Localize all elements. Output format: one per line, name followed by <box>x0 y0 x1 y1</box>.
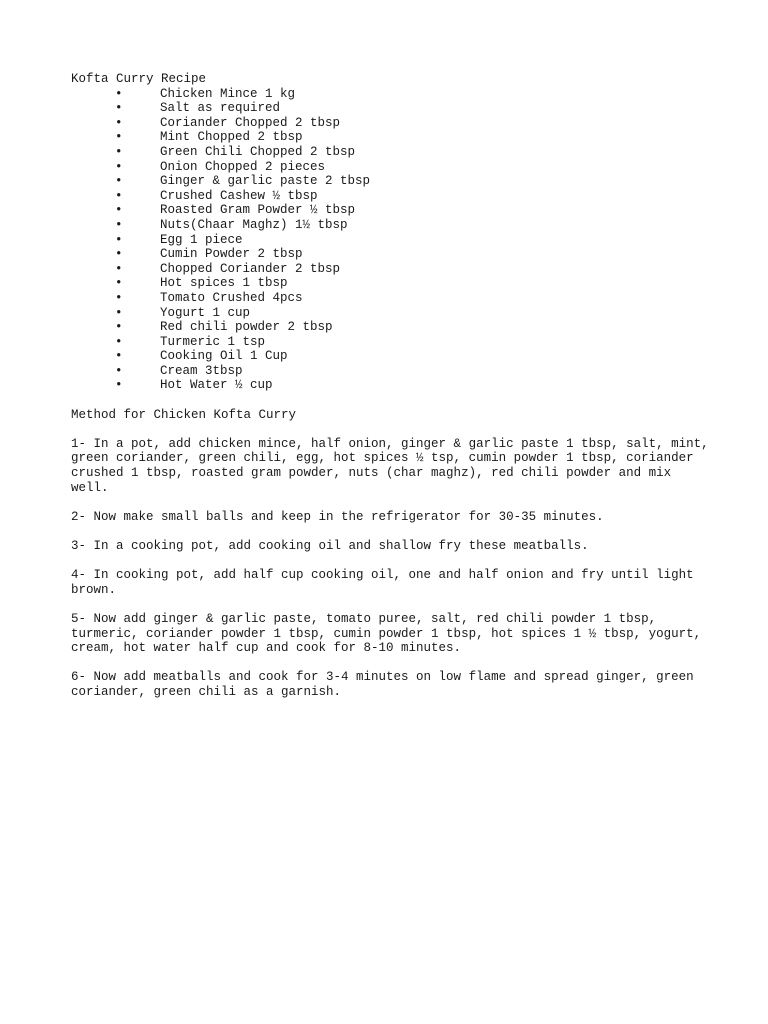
ingredient-item <box>71 233 711 248</box>
ingredient-text: Egg 1 piece <box>160 232 243 247</box>
recipe-document <box>71 72 711 700</box>
ingredient-item <box>71 101 711 116</box>
ingredient-item <box>71 262 711 277</box>
bullet-icon: • <box>115 144 123 159</box>
ingredient-item <box>71 87 711 102</box>
ingredient-item <box>71 174 711 189</box>
bullet-icon: • <box>115 174 123 189</box>
ingredient-item <box>71 160 711 175</box>
bullet-icon: • <box>115 188 123 203</box>
ingredient-text: Chopped Coriander 2 tbsp <box>160 261 341 276</box>
method-step: 5- Now add ginger & garlic paste, tomato puree, salt, red chili powder 1 tbsp, turmeric, coriander powder 1 tbsp, cumin powder 1 tbsp, hot spices 1 ½ tbsp, yogurt, cream, hot water half cup and cook for 8-10 minutes. <box>71 611 702 656</box>
ingredient-text: Nuts(Chaar Maghz) 1½ tbsp <box>160 217 348 232</box>
ingredient-text: Red chili powder 2 tbsp <box>160 320 333 335</box>
ingredient-item <box>71 291 711 306</box>
ingredient-item <box>71 349 711 364</box>
ingredient-item <box>71 306 711 321</box>
ingredient-item <box>71 145 711 160</box>
ingredient-text: Cumin Powder 2 tbsp <box>160 247 303 262</box>
ingredient-item <box>71 189 711 204</box>
method-step: 1- In a pot, add chicken mince, half onion, ginger & garlic paste 1 tbsp, salt, mint, green coriander, green chili, egg, hot spices ½ tsp, cumin powder 1 tbsp, coriander crushed 1 tbsp, roasted gram powder, nuts (char maghz), red chili powder and mix well. <box>71 436 709 495</box>
ingredient-list <box>71 87 711 393</box>
ingredient-text: Turmeric 1 tsp <box>160 334 266 349</box>
bullet-icon: • <box>115 130 123 145</box>
ingredient-text: Tomato Crushed 4pcs <box>160 290 303 305</box>
ingredient-text: Roasted Gram Powder ½ tbsp <box>160 203 356 218</box>
method-title: Method for Chicken Kofta Curry <box>71 407 297 422</box>
ingredient-text: Ginger & garlic paste 2 tbsp <box>160 174 371 189</box>
ingredient-text: Chicken Mince 1 kg <box>160 86 296 101</box>
bullet-icon: • <box>115 232 123 247</box>
ingredient-text: Coriander Chopped 2 tbsp <box>160 115 341 130</box>
bullet-icon: • <box>115 320 123 335</box>
ingredient-item <box>71 218 711 233</box>
ingredient-item <box>71 320 711 335</box>
ingredient-text: Cream 3tbsp <box>160 363 243 378</box>
ingredient-item <box>71 378 711 393</box>
method-step: 2- Now make small balls and keep in the refrigerator for 30-35 minutes. <box>71 509 604 524</box>
ingredient-text: Mint Chopped 2 tbsp <box>160 130 303 145</box>
ingredient-item <box>71 335 711 350</box>
bullet-icon: • <box>115 378 123 393</box>
bullet-icon: • <box>115 290 123 305</box>
ingredient-text: Cooking Oil 1 Cup <box>160 349 288 364</box>
bullet-icon: • <box>115 203 123 218</box>
bullet-icon: • <box>115 115 123 130</box>
ingredient-text: Salt as required <box>160 101 281 116</box>
ingredient-item <box>71 116 711 131</box>
bullet-icon: • <box>115 276 123 291</box>
bullet-icon: • <box>115 101 123 116</box>
ingredient-item <box>71 130 711 145</box>
bullet-icon: • <box>115 349 123 364</box>
method-step: 6- Now add meatballs and cook for 3-4 minutes on low flame and spread ginger, green coriander, green chili as a garnish. <box>71 670 694 699</box>
ingredient-text: Crushed Cashew ½ tbsp <box>160 188 318 203</box>
ingredient-text: Hot spices 1 tbsp <box>160 276 288 291</box>
bullet-icon: • <box>115 217 123 232</box>
ingredient-text: Onion Chopped 2 pieces <box>160 159 326 174</box>
ingredient-text: Yogurt 1 cup <box>160 305 251 320</box>
ingredient-item <box>71 203 711 218</box>
ingredient-item <box>71 364 711 379</box>
bullet-icon: • <box>115 247 123 262</box>
bullet-icon: • <box>115 334 123 349</box>
ingredient-text: Hot Water ½ cup <box>160 378 273 393</box>
bullet-icon: • <box>115 363 123 378</box>
ingredient-item <box>71 276 711 291</box>
bullet-icon: • <box>115 305 123 320</box>
ingredient-text: Green Chili Chopped 2 tbsp <box>160 144 356 159</box>
bullet-icon: • <box>115 159 123 174</box>
method-step: 4- In cooking pot, add half cup cooking oil, one and half onion and fry until light brown. <box>71 568 694 597</box>
ingredient-item <box>71 247 711 262</box>
recipe-title: Kofta Curry Recipe <box>71 72 207 86</box>
bullet-icon: • <box>115 261 123 276</box>
method-step: 3- In a cooking pot, add cooking oil and shallow fry these meatballs. <box>71 539 589 553</box>
bullet-icon: • <box>115 86 123 101</box>
